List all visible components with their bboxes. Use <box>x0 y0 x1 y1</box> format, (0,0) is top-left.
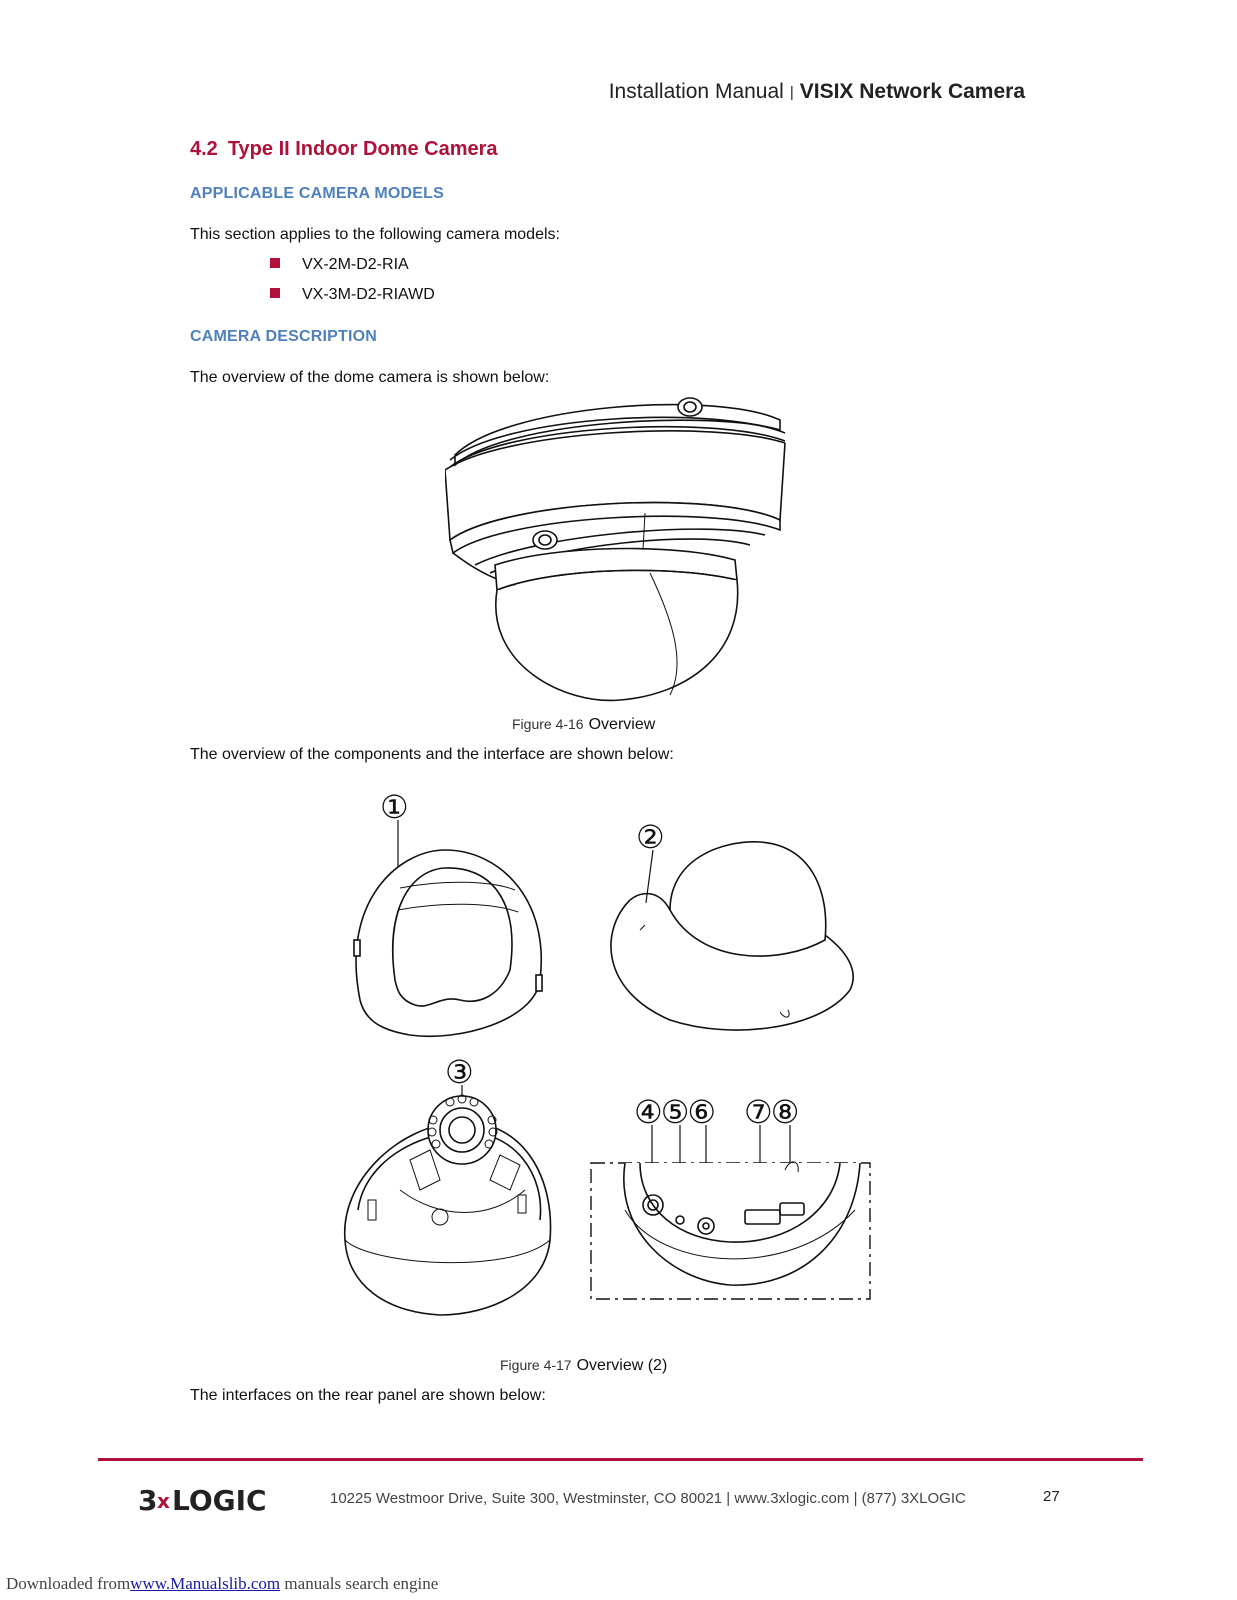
download-note <box>6 1574 438 1594</box>
callout-7-8: ⑦⑧ <box>744 1093 798 1131</box>
section-title-text: Type II Indoor Dome Camera <box>227 138 498 160</box>
callout-4-5-6: ④⑤⑥ <box>634 1093 715 1131</box>
3xlogic-logo <box>138 1484 296 1514</box>
model-name: VX-3M-D2-RIAWD <box>302 286 435 303</box>
header-product: VISIX Network Camera <box>799 80 1025 103</box>
applicable-heading: APPLICABLE CAMERA MODELS <box>190 185 444 202</box>
description-heading: CAMERA DESCRIPTION <box>190 328 378 345</box>
description-intro: The overview of the dome camera is shown below: <box>190 369 550 386</box>
download-prefix: Downloaded from <box>6 1574 131 1593</box>
svg-text:LOGIC: LOGIC <box>172 1484 267 1514</box>
figure-label: Figure 4-17 <box>500 1357 572 1373</box>
rear-panel-intro: The interfaces on the rear panel are shown below: <box>190 1387 546 1404</box>
bullet-square-icon <box>270 258 280 268</box>
footer-address: 10225 Westmoor Drive, Suite 300, Westminster, CO 80021 | www.3xlogic.com | (877) 3XLOGIC <box>330 1490 966 1507</box>
applicable-intro: This section applies to the following camera models: <box>190 226 560 243</box>
model-name: VX-2M-D2-RIA <box>302 256 409 273</box>
callout-3: ③ <box>445 1053 474 1091</box>
dome-camera-illustration <box>445 395 795 715</box>
page-number: 27 <box>1043 1488 1060 1505</box>
figure-label: Figure 4-16 <box>512 716 584 732</box>
figure-title: Overview <box>588 716 656 733</box>
components-drawing <box>340 780 885 1340</box>
running-header <box>609 80 1025 104</box>
callout-2: ② <box>636 818 665 856</box>
bullet-square-icon <box>270 288 280 298</box>
figure-4-17-caption <box>500 1357 667 1375</box>
model-list-item <box>270 256 409 274</box>
components-illustration <box>340 780 885 1340</box>
section-title <box>190 138 498 161</box>
figure-4-16-caption <box>512 716 655 734</box>
callout-1: ① <box>380 788 409 826</box>
components-intro: The overview of the components and the interface are shown below: <box>190 746 674 763</box>
header-separator: | <box>789 84 794 101</box>
section-number: 4.2 <box>190 138 218 160</box>
figure-title: Overview (2) <box>576 1357 668 1374</box>
svg-text:x: x <box>157 1489 170 1513</box>
download-suffix: manuals search engine <box>280 1574 439 1593</box>
header-manual: Installation Manual <box>608 80 784 103</box>
svg-text:3: 3 <box>138 1484 158 1514</box>
footer-rule <box>98 1458 1143 1461</box>
manualslib-link[interactable]: www.Manualslib.com <box>130 1574 281 1593</box>
model-list-item <box>270 286 435 304</box>
